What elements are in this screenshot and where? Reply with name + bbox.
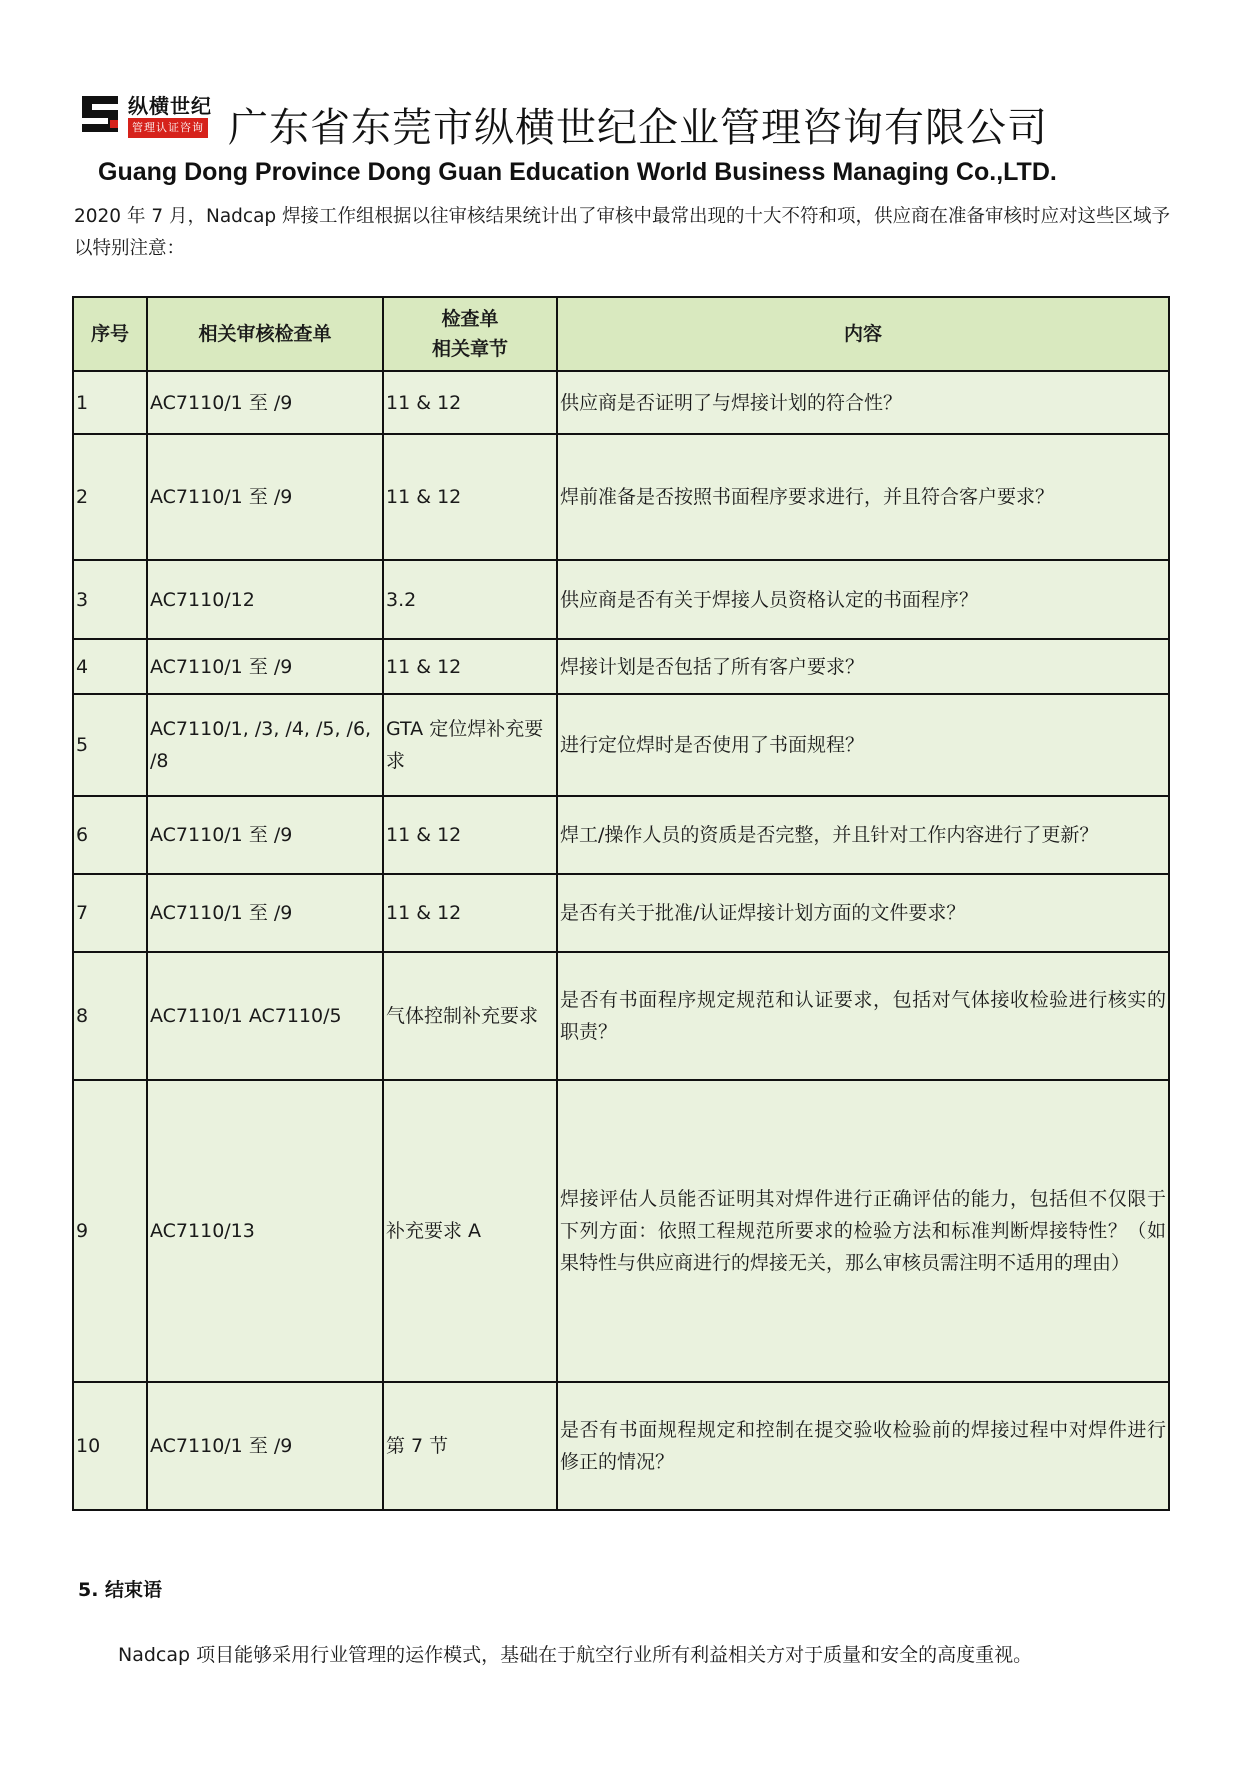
cell-no: 2 <box>73 434 147 560</box>
table-row <box>73 560 1169 639</box>
cell-section: 11 & 12 <box>383 874 557 952</box>
logo-mark-icon <box>78 92 122 136</box>
table-row <box>73 371 1169 434</box>
header-section-line1: 检查单 <box>441 308 499 330</box>
header-content: 内容 <box>557 297 1169 371</box>
cell-checklist: AC7110/1 至 /9 <box>147 639 383 694</box>
cell-section: 11 & 12 <box>383 371 557 434</box>
cell-checklist: AC7110/12 <box>147 560 383 639</box>
cell-section: 气体控制补充要求 <box>383 952 557 1080</box>
logo-name: 纵横世纪 <box>128 94 212 118</box>
header-section <box>383 297 557 371</box>
cell-section: GTA 定位焊补充要求 <box>383 694 557 796</box>
cell-no: 9 <box>73 1080 147 1382</box>
cell-content: 是否有书面程序规定规范和认证要求，包括对气体接收检验进行核实的职责？ <box>557 952 1169 1080</box>
header-no: 序号 <box>73 297 147 371</box>
table-row <box>73 639 1169 694</box>
table-header-row <box>73 297 1169 371</box>
table-row <box>73 874 1169 952</box>
cell-checklist: AC7110/1, /3, /4, /5, /6, /8 <box>147 694 383 796</box>
table-row <box>73 1080 1169 1382</box>
cell-content: 供应商是否证明了与焊接计划的符合性？ <box>557 371 1169 434</box>
cell-no: 3 <box>73 560 147 639</box>
cell-content: 是否有书面规程规定和控制在提交验收检验前的焊接过程中对焊件进行修正的情况？ <box>557 1382 1169 1510</box>
cell-no: 6 <box>73 796 147 874</box>
header-checklist: 相关审核检查单 <box>147 297 383 371</box>
cell-content: 焊工/操作人员的资质是否完整，并且针对工作内容进行了更新？ <box>557 796 1169 874</box>
table-row <box>73 434 1169 560</box>
cell-no: 4 <box>73 639 147 694</box>
cell-no: 5 <box>73 694 147 796</box>
table-row <box>73 796 1169 874</box>
cell-checklist: AC7110/1 至 /9 <box>147 1382 383 1510</box>
cell-checklist: AC7110/1 至 /9 <box>147 434 383 560</box>
cell-checklist: AC7110/13 <box>147 1080 383 1382</box>
header-section-line2: 相关章节 <box>431 338 508 360</box>
company-logo <box>78 88 230 148</box>
nonconformance-table <box>72 296 1170 1511</box>
cell-content: 焊接计划是否包括了所有客户要求？ <box>557 639 1169 694</box>
document-header <box>0 0 1240 200</box>
company-name-english: Guang Dong Province Dong Guan Education World Business Managing Co.,LTD. <box>98 158 1057 186</box>
cell-no: 1 <box>73 371 147 434</box>
cell-no: 8 <box>73 952 147 1080</box>
cell-content: 进行定位焊时是否使用了书面规程？ <box>557 694 1169 796</box>
cell-section: 11 & 12 <box>383 434 557 560</box>
cell-content: 供应商是否有关于焊接人员资格认定的书面程序？ <box>557 560 1169 639</box>
table-row <box>73 694 1169 796</box>
cell-checklist: AC7110/1 至 /9 <box>147 796 383 874</box>
cell-content: 焊接评估人员能否证明其对焊件进行正确评估的能力，包括但不仅限于下列方面：依照工程规范所要求的检验方法和标准判断焊接特性？（如果特性与供应商进行的焊接无关，那么审核员需注明不适用的理由） <box>557 1080 1169 1382</box>
intro-paragraph: 2020 年 7 月，Nadcap 焊接工作组根据以往审核结果统计出了审核中最常出现的十大不符和项，供应商在准备审核时应对这些区域予以特别注意： <box>74 206 1171 259</box>
closing-paragraph: Nadcap 项目能够采用行业管理的运作模式，基础在于航空行业所有利益相关方对于质量和安全的高度重视。 <box>118 1644 1033 1666</box>
cell-content: 焊前准备是否按照书面程序要求进行，并且符合客户要求？ <box>557 434 1169 560</box>
cell-no: 7 <box>73 874 147 952</box>
cell-checklist: AC7110/1 至 /9 <box>147 874 383 952</box>
cell-section: 补充要求 A <box>383 1080 557 1382</box>
cell-section: 11 & 12 <box>383 639 557 694</box>
logo-tagline: 管理认证咨询 <box>128 118 208 138</box>
cell-section: 第 7 节 <box>383 1382 557 1510</box>
table-row <box>73 952 1169 1080</box>
cell-no: 10 <box>73 1382 147 1510</box>
cell-checklist: AC7110/1 AC7110/5 <box>147 952 383 1080</box>
table-row <box>73 1382 1169 1510</box>
section-title: 5. 结束语 <box>78 1579 163 1601</box>
cell-section: 11 & 12 <box>383 796 557 874</box>
cell-section: 3.2 <box>383 560 557 639</box>
cell-checklist: AC7110/1 至 /9 <box>147 371 383 434</box>
cell-content: 是否有关于批准/认证焊接计划方面的文件要求？ <box>557 874 1169 952</box>
company-name-chinese: 广东省东莞市纵横世纪企业管理咨询有限公司 <box>228 105 1048 151</box>
